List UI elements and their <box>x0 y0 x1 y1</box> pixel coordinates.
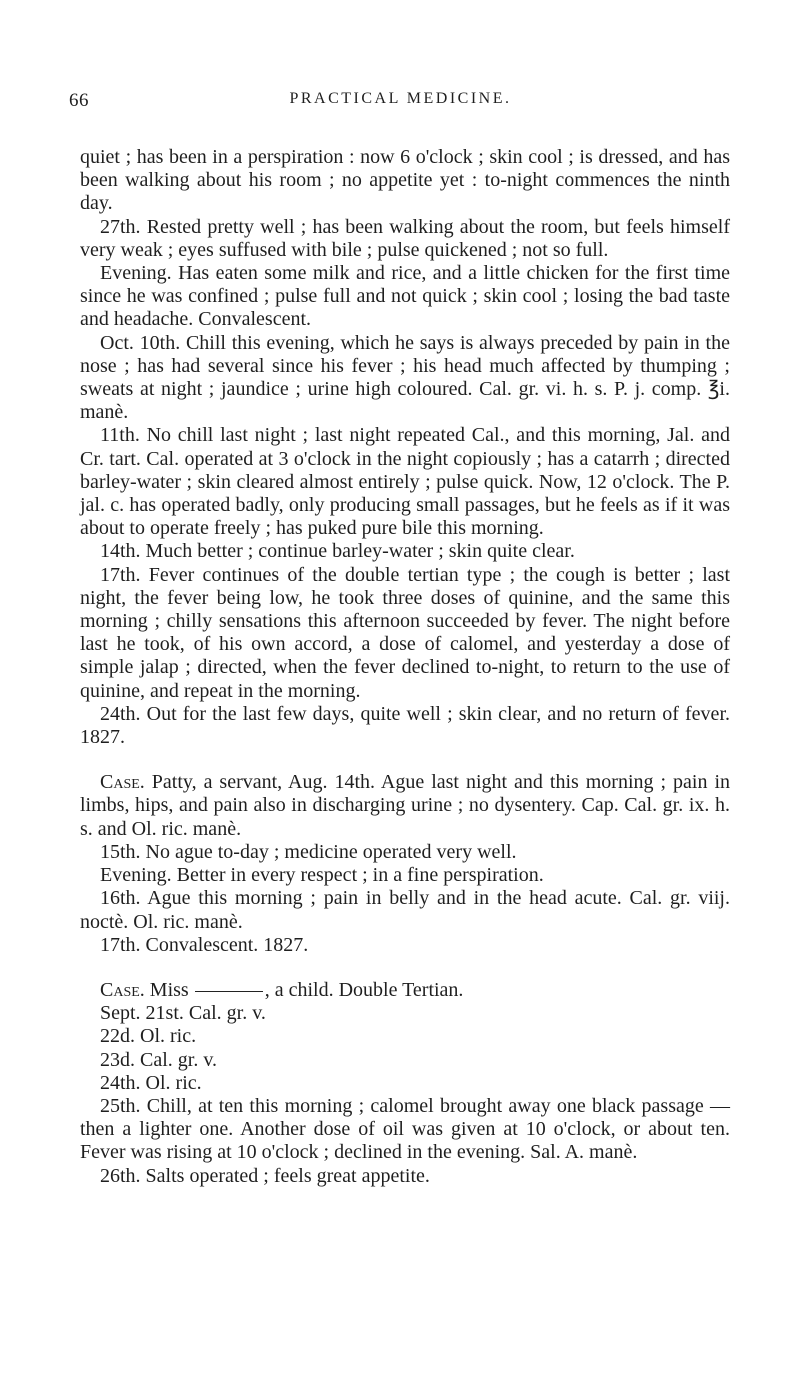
case-heading: Case. <box>100 978 145 1001</box>
paragraph: 11th. No chill last night ; last night repeated Cal., and this morning, Jal. and Cr. tart. Cal. operated at 3 o'clock in the night copiously ; has a catarrh ; directed barley-water ; skin cleared almost entirely ; pulse quick. Now, 12 o'clock. The P. jal. c. has operated badly, only producing small passages, but he feels as if it was about to operate freely ; has puked pure bile this morning. <box>80 424 730 540</box>
page-header <box>0 90 801 120</box>
paragraph: 17th. Convalescent. 1827. <box>100 933 309 956</box>
paragraph: 26th. Salts operated ; feels great appetite. <box>100 1164 430 1187</box>
case-paragraph <box>80 771 730 841</box>
paragraph: quiet ; has been in a perspiration : now 6 o'clock ; skin cool ; is dressed, and has been walking about his room ; no appetite yet : to-night commences the ninth day. <box>80 146 730 215</box>
paragraph: 17th. Fever continues of the double tertian type ; the cough is better ; last night, the fever being low, he took three doses of quinine, and the same this morning ; chilly sensations this afternoon succeeded by fever. The night before last he took, of his own accord, a dose of calomel, and yesterday a dose of simple jalap ; directed, when the fever declined to-night, to return to the use of quinine, and repeat in the morning. <box>80 563 730 702</box>
paragraph: Evening. Better in every respect ; in a fine perspiration. <box>100 864 544 887</box>
paragraph: 27th. Rested pretty well ; has been walking about the room, but feels himself very weak ; eyes suffused with bile ; pulse quickened ; not so full. <box>80 215 730 261</box>
paragraph: 22d. Ol. ric. <box>100 1025 197 1048</box>
paragraph: 23d. Cal. gr. v. <box>100 1048 218 1071</box>
case-text: Patty, a servant, Aug. 14th. Ague last night and this morning ; pain in limbs, hips, and pain also in discharging urine ; no dysentery. Cap. Cal. gr. ix. h. s. and Ol. ric. manè. <box>80 771 731 840</box>
case-paragraph <box>80 979 730 1002</box>
paragraph: 16th. Ague this morning ; pain in belly and in the head acute. Cal. gr. viij. noctè. Ol. ric. manè. <box>80 887 730 933</box>
paragraph: Oct. 10th. Chill this evening, which he says is always preceded by pain in the nose ; has had several since his fever ; his head much affected by thumping ; sweats at night ; jaundice ; urine high coloured. Cal. gr. vi. h. s. P. j. comp. ℥i. manè. <box>80 331 730 424</box>
paragraph: 15th. No ague to-day ; medicine operated very well. <box>100 840 517 863</box>
paragraph: 25th. Chill, at ten this morning ; calomel brought away one black passage — then a lighter one. Another dose of oil was given at 10 o'clock, or about ten. Fever was rising at 10 o'clock ; declined in the evening. Sal. A. manè. <box>80 1094 730 1164</box>
body-text <box>80 146 730 1188</box>
running-title: PRACTICAL MEDICINE. <box>289 90 512 107</box>
paragraph: 14th. Much better ; continue barley-water ; skin quite clear. <box>100 540 575 563</box>
paragraph: Sept. 21st. Cal. gr. v. <box>100 1002 266 1025</box>
page-number: 66 <box>69 90 89 111</box>
case-name-prefix: Miss <box>149 978 189 1001</box>
case-name-suffix: , a child. Double Tertian. <box>264 978 464 1001</box>
case-heading: Case. <box>100 771 145 794</box>
paragraph: 24th. Out for the last few days, quite well ; skin clear, and no return of fever. 1827. <box>80 702 730 749</box>
paragraph: Evening. Has eaten some milk and rice, and a little chicken for the first time since he was confined ; pulse full and not quick ; skin cool ; losing the bad taste and headache. Convalescent. <box>80 262 730 331</box>
name-blank-dash <box>195 991 263 992</box>
paragraph: 24th. Ol. ric. <box>100 1071 202 1094</box>
